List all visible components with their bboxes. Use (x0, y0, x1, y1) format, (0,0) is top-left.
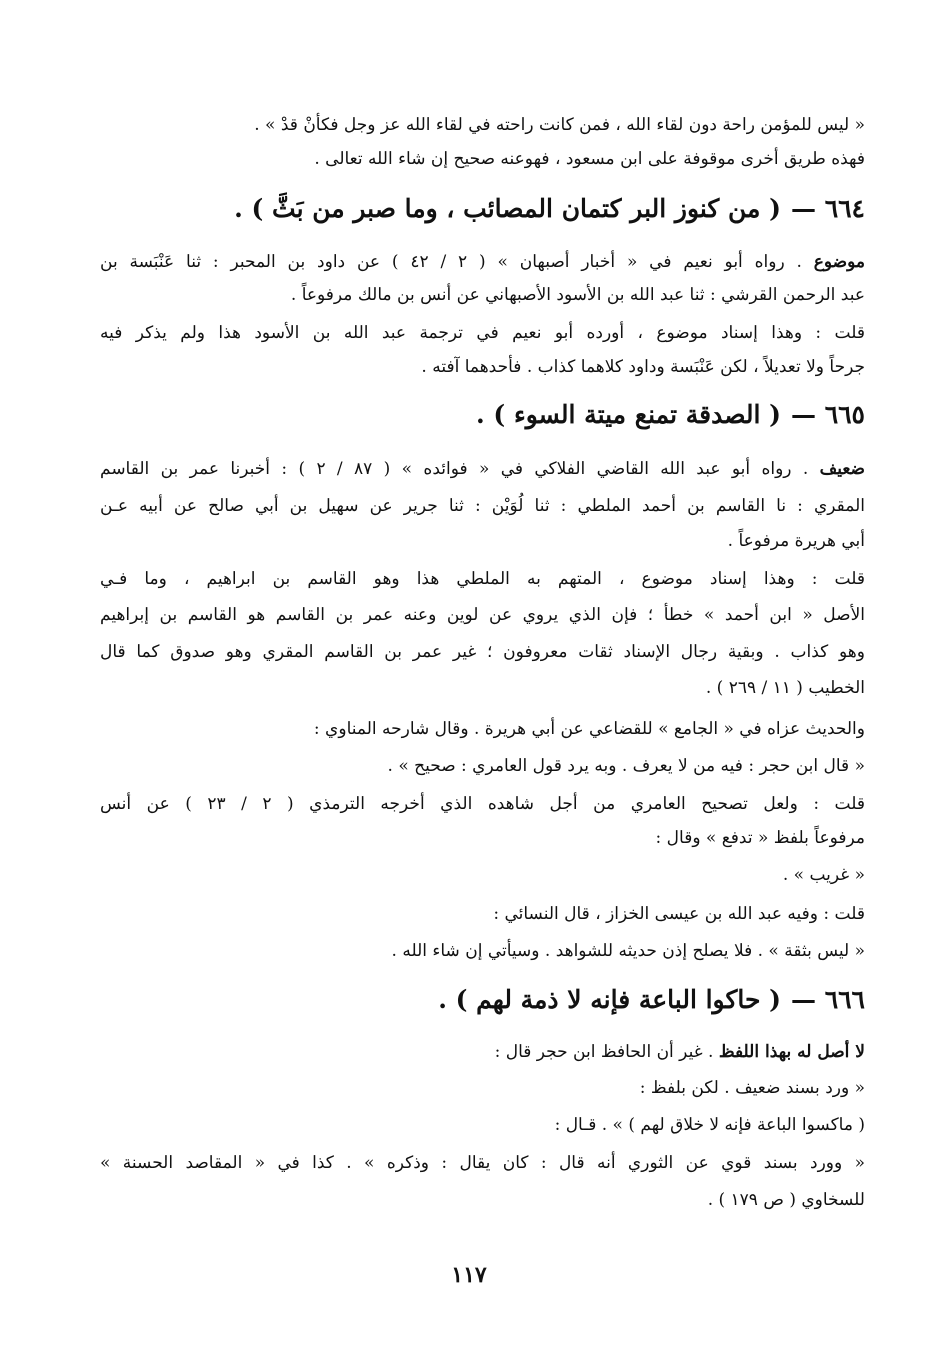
text-line: الخطيب ( ١١ / ٢٦٩ ) . (705, 678, 865, 698)
hadith-title: ( حاكوا الباعة فإنه لا ذمة لهم ) . (438, 985, 781, 1014)
hadith-title: ( الصدقة تمنع ميتة السوء ) . (476, 400, 781, 429)
hadith-heading-664 (234, 192, 865, 226)
text-line: « ليس بثقة » . فلا يصلح إذن حديثه للشواهد . وسيأتي إن شاء الله . (391, 941, 865, 961)
hadith-heading-665 (476, 398, 865, 432)
grading-label: موضوع (813, 252, 865, 272)
text-line (495, 1040, 865, 1064)
text-line: قلت : وهذا إسناد موضوع ، المتهم به الملطي هذا وهو القاسم بن ابراهيم ، وما فـي (100, 569, 865, 589)
hadith-heading-666 (438, 983, 865, 1017)
grading-label: ضعيف (819, 459, 865, 479)
text-line: « غريب » . (782, 865, 865, 885)
text-line: جرحاً ولا تعديلاً ، لكن عَنْبَسة وداود كلاهما كذاب . فأحدهما آفته . (421, 357, 865, 377)
text-line: قلت : وهذا إسناد موضوع ، أورده أبو نعيم في ترجمة عبد الله بن الأسود هذا ولم يذكر فيه (100, 323, 865, 343)
text-run: . غير أن الحافظ ابن حجر قال : (494, 1042, 719, 1062)
text-line: والحديث عزاه في « الجامع » للقضاعي عن أبي هريرة . وقال شارحه المناوي : (313, 719, 865, 739)
text-line: قلت : وفيه عبد الله بن عيسى الخزاز ، قال النسائي : (493, 904, 865, 924)
text-line: مرفوعاً بلفظ « تدفع » وقال : (655, 828, 865, 848)
grading-label: لا أصل له بهذا اللفظ (718, 1042, 865, 1062)
text-line (100, 457, 865, 481)
text-line: أبي هريرة مرفوعاً . (727, 531, 865, 551)
text-line: الأصل « ابن أحمد » خطأ ؛ فإن الذي يروي عن لوين وعنه عمر بن القاسم هو القاسم بن إبراهيم (100, 605, 865, 625)
text-run: . رواه أبو عبد الله القاضي الفلاكي في « فوائده » ( ٨٧ / ٢ ) : أخبرنا عمر بن القاسم (100, 459, 820, 479)
text-line: للسخاوي ( ص ١٧٩ ) . (707, 1190, 865, 1210)
text-line: فهذه طريق أخرى موقوفة على ابن مسعود ، فهوعنه صحيح إن شاء الله تعالى . (314, 149, 865, 169)
text-line: « ليس للمؤمن راحة دون لقاء الله ، فمن كانت راحته في لقاء الله عز وجل فكأنْ قدْ » . (254, 115, 865, 135)
hadith-number: ٦٦٥ — (790, 400, 865, 429)
hadith-number: ٦٦٦ — (790, 985, 865, 1014)
text-line: ( ماكسوا الباعة فإنه لا خلاق لهم ) » . قـال : (554, 1115, 865, 1135)
hadith-title: ( من كنوز البر كتمان المصائب ، وما صبر من بَثَّ ) . (234, 194, 781, 223)
text-line: « قال ابن حجر : فيه من لا يعرف . وبه يرد قول العامري : صحيح » . (387, 756, 865, 776)
text-line: « ورد بسند ضعيف . لكن بلفظ : (639, 1078, 865, 1098)
text-run: . رواه أبو نعيم في « أخبار أصبهان » ( ٢ / ٤٢ ) عن داود بن المحبر : ثنا عَنْبَسة بن (100, 252, 814, 272)
text-line (100, 250, 865, 274)
text-line: المقري : نا القاسم بن أحمد الملطي : ثنا لُوَيْن : ثنا جرير عن سهيل بن أبي صالح عن أبيه عـن (100, 496, 865, 516)
text-line: « وورد بسند قوي عن الثوري أنه قال : كان يقال : وذكره » . كذا في « المقاصد الحسنة » (100, 1153, 865, 1173)
page-number: ١١٧ (451, 1262, 487, 1288)
text-line: عبد الرحمن القرشي : ثنا عبد الله بن الأسود الأصبهاني عن أنس بن مالك مرفوعاً . (290, 285, 865, 305)
hadith-number: ٦٦٤ — (790, 194, 865, 223)
text-line: وهو كذاب . وبقية رجال الإسناد ثقات معروفون ؛ غير عمر بن القاسم المقري وهو صدوق كما قال (100, 642, 865, 662)
text-line: قلت : ولعل تصحيح العامري من أجل شاهده الذي أخرجه الترمذي ( ٢ / ٢٣ ) عن أنس (100, 794, 865, 814)
